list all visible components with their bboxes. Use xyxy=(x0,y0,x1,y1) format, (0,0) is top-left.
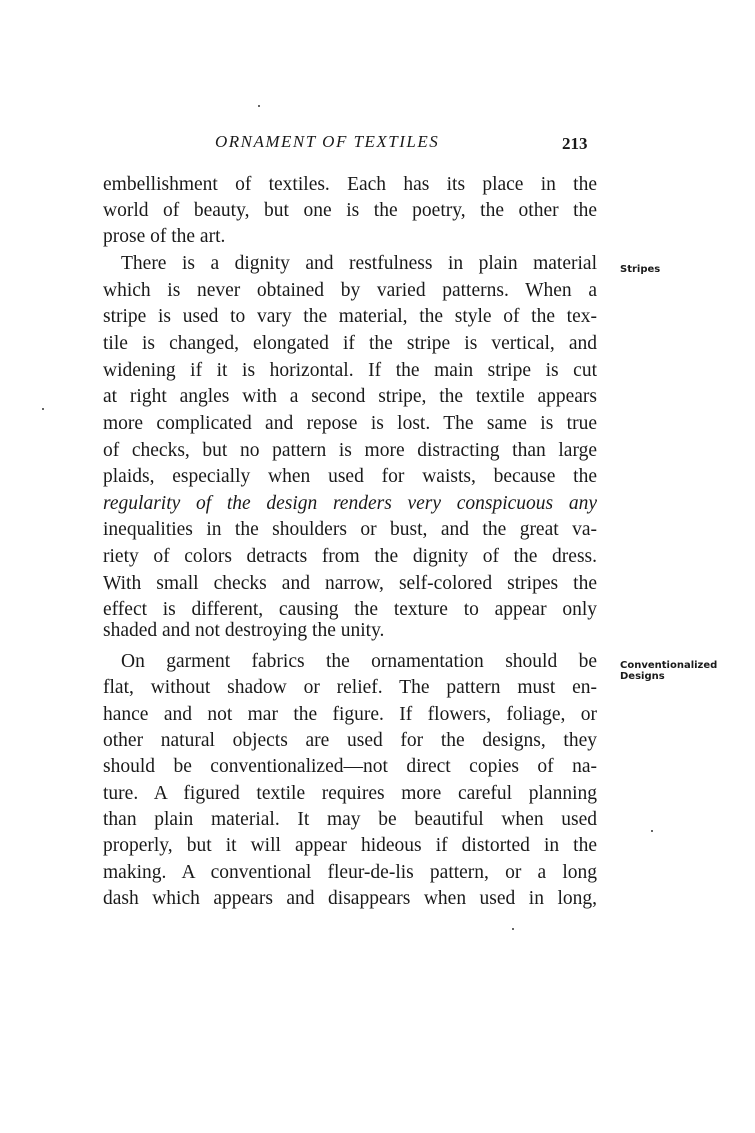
text-line: inequalities in the shoulders or bust, and the great va- xyxy=(103,519,597,540)
text-line: of checks, but no pattern is more distracting than large xyxy=(103,440,597,461)
text-line: should be conventionalized—not direct copies of na- xyxy=(103,756,597,777)
text-line: With small checks and narrow, self-colored stripes the xyxy=(103,573,597,594)
text-line: properly, but it will appear hideous if distorted in the xyxy=(103,835,597,856)
text-line: making. A conventional fleur-de-lis pattern, or a long xyxy=(103,862,597,883)
text-line: prose of the art. xyxy=(103,226,226,247)
text-line: riety of colors detracts from the dignity of the dress. xyxy=(103,546,597,567)
text-line: effect is different, causing the texture to appear only xyxy=(103,599,597,620)
scan-speck xyxy=(258,105,260,107)
text-line: more complicated and repose is lost. The same is true xyxy=(103,413,597,434)
text-line: shaded and not destroying the unity. xyxy=(103,620,385,641)
text-line: plaids, especially when used for waists, because the xyxy=(103,466,597,487)
text-line: dash which appears and disappears when used in long, xyxy=(103,888,597,909)
text-line: flat, without shadow or relief. The pattern must en- xyxy=(103,677,597,698)
margin-note-stripes: Stripes xyxy=(620,264,661,275)
scan-speck xyxy=(512,928,514,930)
text-line: other natural objects are used for the designs, they xyxy=(103,730,597,751)
text-line: tile is changed, elongated if the stripe is vertical, and xyxy=(103,333,597,354)
text-line: which is never obtained by varied patterns. When a xyxy=(103,280,597,301)
text-line: at right angles with a second stripe, the textile appears xyxy=(103,386,597,407)
text-line: On garment fabrics the ornamentation should be xyxy=(121,651,597,672)
running-header: ORNAMENT OF TEXTILES xyxy=(215,132,440,151)
text-line: embellishment of textiles. Each has its place in the xyxy=(103,174,597,195)
text-line: stripe is used to vary the material, the style of the tex- xyxy=(103,306,597,327)
text-line: widening if it is horizontal. If the main stripe is cut xyxy=(103,360,597,381)
margin-note-conventionalized-designs: Conventionalized Designs xyxy=(620,660,718,682)
scan-speck xyxy=(651,830,653,832)
text-line: than plain material. It may be beautiful when used xyxy=(103,809,597,830)
text-line: There is a dignity and restfulness in plain material xyxy=(121,253,597,274)
text-line: hance and not mar the figure. If flowers, foliage, or xyxy=(103,704,597,725)
text-line: regularity of the design renders very conspicuous any xyxy=(103,493,597,514)
text-line: ture. A figured textile requires more careful planning xyxy=(103,783,597,804)
text-line: world of beauty, but one is the poetry, the other the xyxy=(103,200,597,221)
page-number: 213 xyxy=(562,134,588,153)
scan-speck xyxy=(42,408,44,410)
